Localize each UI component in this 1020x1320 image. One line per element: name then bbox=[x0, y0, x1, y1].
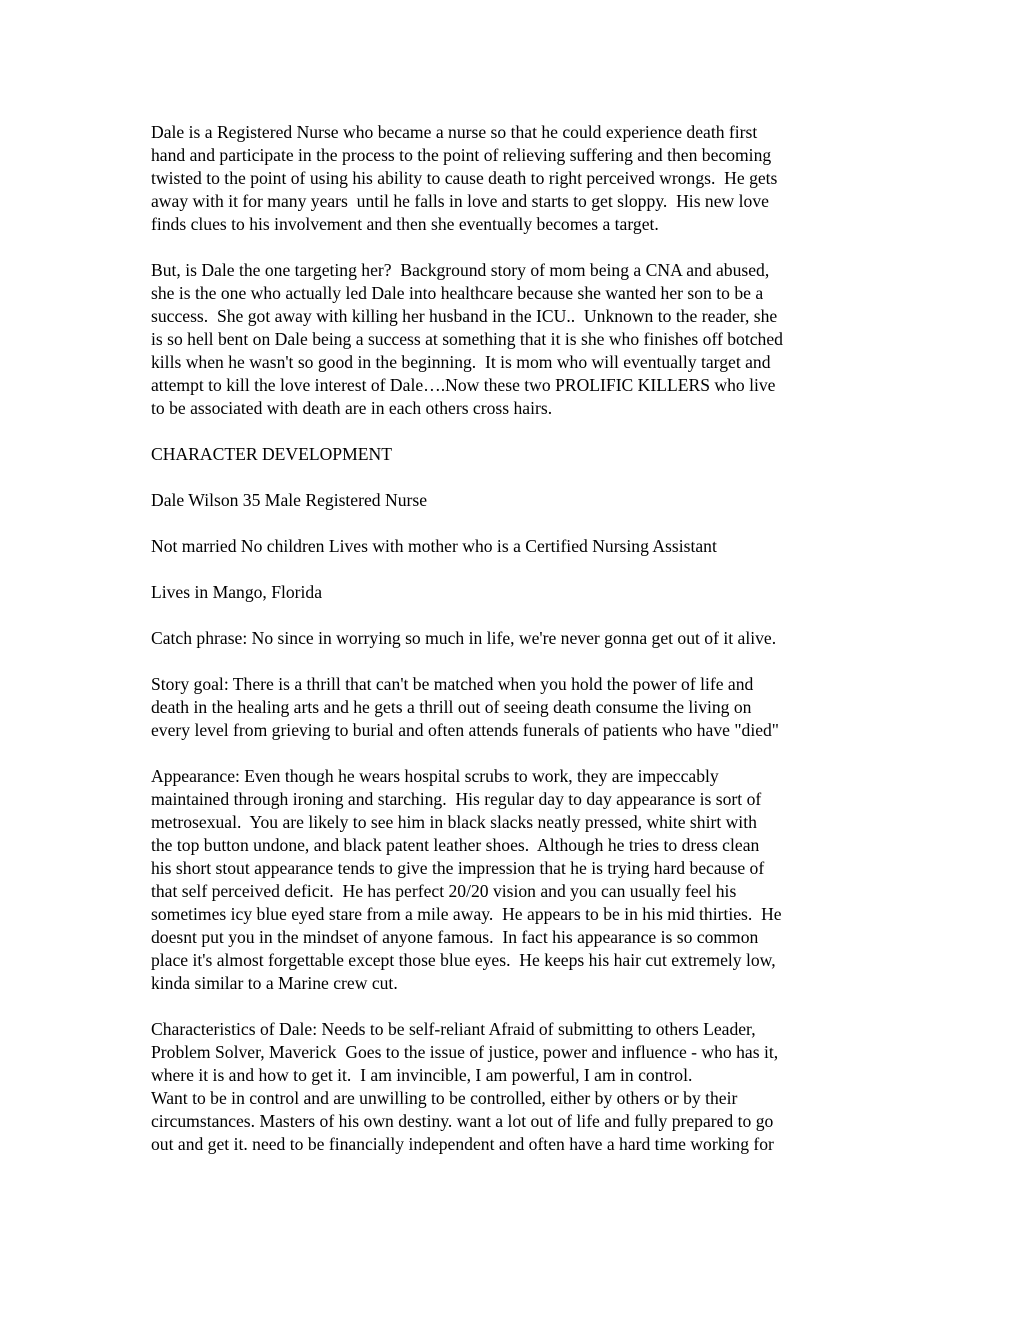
text-line: she is the one who actually led Dale into healthcare because she wanted her son to be a bbox=[151, 283, 764, 303]
text-line: Story goal: There is a thrill that can't be matched when you hold the power of life and bbox=[151, 674, 754, 694]
text-line: sometimes icy blue eyed stare from a mile away. He appears to be in his mid thirties. He bbox=[151, 904, 782, 924]
text-line: to be associated with death are in each others cross hairs. bbox=[151, 398, 553, 418]
text-line: Problem Solver, Maverick Goes to the issue of justice, power and influence - who has it, bbox=[151, 1042, 779, 1062]
text-line: attempt to kill the love interest of Dale….Now these two PROLIFIC KILLERS who live bbox=[151, 375, 776, 395]
text-line: that self perceived deficit. He has perfect 20/20 vision and you can usually feel his bbox=[151, 881, 737, 901]
text-line: every level from grieving to burial and often attends funerals of patients who have "died" bbox=[151, 720, 779, 740]
text-line: the top button undone, and black patent leather shoes. Although he tries to dress clean bbox=[151, 835, 760, 855]
text-line: Dale Wilson 35 Male Registered Nurse bbox=[151, 490, 428, 510]
text-line: away with it for many years until he falls in love and starts to get sloppy. His new love bbox=[151, 191, 769, 211]
text-line: circumstances. Masters of his own destiny. want a lot out of life and fully prepared to go bbox=[151, 1111, 774, 1131]
paragraph bbox=[151, 443, 881, 466]
paragraph bbox=[151, 489, 881, 512]
text-line: Catch phrase: No since in worrying so much in life, we're never gonna get out of it alive. bbox=[151, 628, 777, 648]
text-line: death in the healing arts and he gets a thrill out of seeing death consume the living on bbox=[151, 697, 752, 717]
document-body bbox=[151, 121, 881, 1179]
text-line: place it's almost forgettable except those blue eyes. He keeps his hair cut extremely low, bbox=[151, 950, 776, 970]
paragraph bbox=[151, 581, 881, 604]
text-line: success. She got away with killing her husband in the ICU.. Unknown to the reader, she bbox=[151, 306, 778, 326]
text-line: metrosexual. You are likely to see him in black slacks neatly pressed, white shirt with bbox=[151, 812, 757, 832]
text-line: where it is and how to get it. I am invincible, I am powerful, I am in control. bbox=[151, 1065, 693, 1085]
paragraph bbox=[151, 1018, 881, 1156]
paragraph bbox=[151, 627, 881, 650]
text-line: maintained through ironing and starching. His regular day to day appearance is sort of bbox=[151, 789, 762, 809]
paragraph bbox=[151, 259, 881, 420]
text-line: Characteristics of Dale: Needs to be self-reliant Afraid of submitting to others Leader, bbox=[151, 1019, 756, 1039]
text-line: CHARACTER DEVELOPMENT bbox=[151, 444, 392, 464]
text-line: But, is Dale the one targeting her? Background story of mom being a CNA and abused, bbox=[151, 260, 770, 280]
text-line: hand and participate in the process to the point of relieving suffering and then becoming bbox=[151, 145, 772, 165]
text-line: out and get it. need to be financially independent and often have a hard time working for bbox=[151, 1134, 774, 1154]
paragraph bbox=[151, 673, 881, 742]
paragraph bbox=[151, 535, 881, 558]
paragraph bbox=[151, 121, 881, 236]
text-line: is so hell bent on Dale being a success at something that it is she who finishes off botched bbox=[151, 329, 783, 349]
text-line: Lives in Mango, Florida bbox=[151, 582, 323, 602]
text-line: twisted to the point of using his ability to cause death to right perceived wrongs. He gets bbox=[151, 168, 778, 188]
text-line: finds clues to his involvement and then she eventually becomes a target. bbox=[151, 214, 659, 234]
text-line: kinda similar to a Marine crew cut. bbox=[151, 973, 398, 993]
text-line: kills when he wasn't so good in the beginning. It is mom who will eventually target and bbox=[151, 352, 771, 372]
text-line: doesnt put you in the mindset of anyone famous. In fact his appearance is so common bbox=[151, 927, 759, 947]
text-line: Want to be in control and are unwilling to be controlled, either by others or by their bbox=[151, 1088, 738, 1108]
paragraph bbox=[151, 765, 881, 995]
text-line: Appearance: Even though he wears hospital scrubs to work, they are impeccably bbox=[151, 766, 719, 786]
text-line: Dale is a Registered Nurse who became a nurse so that he could experience death first bbox=[151, 122, 758, 142]
text-line: his short stout appearance tends to give the impression that he is trying hard because of bbox=[151, 858, 765, 878]
text-line: Not married No children Lives with mother who is a Certified Nursing Assistant bbox=[151, 536, 717, 556]
